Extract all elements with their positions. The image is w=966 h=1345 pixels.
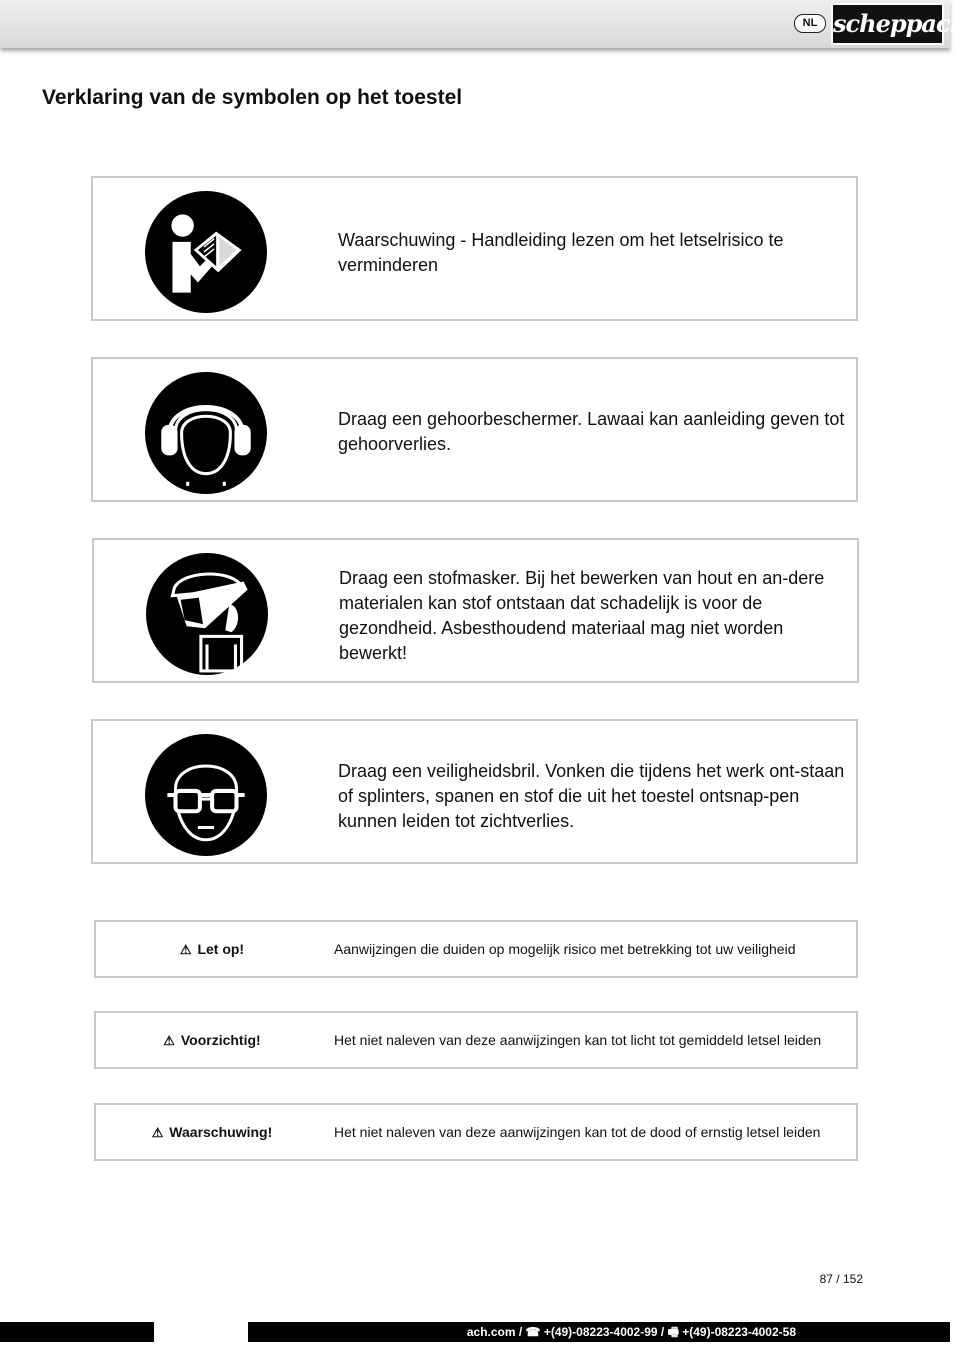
signal-label	[96, 1013, 328, 1067]
signal-label-text: Voorzichtig!	[180, 1032, 261, 1048]
symbol-row-read-manual	[91, 176, 858, 321]
warning-triangle-icon: ⚠	[179, 942, 192, 957]
symbol-text: Draag een gehoorbeschermer. Lawaai kan aanleiding geven tot gehoorverlies.	[338, 409, 845, 454]
symbol-row-safety-glasses	[91, 719, 858, 864]
dust-mask-icon	[146, 553, 268, 675]
warning-triangle-icon: ⚠	[163, 1033, 175, 1048]
signal-description: Het niet naleven van deze aanwijzingen kan tot licht tot gemiddeld letsel leiden	[334, 1032, 822, 1048]
signal-description: Aanwijzingen die duiden op mogelijk risico met betrekking tot uw veiligheid	[334, 941, 796, 957]
language-badge: NL	[794, 14, 826, 33]
signal-label-text: Waarschuwing!	[169, 1124, 273, 1140]
signal-row-waarschuwing	[94, 1103, 858, 1161]
page-title: Verklaring van de symbolen op het toestel	[42, 86, 463, 109]
symbol-row-dust-mask	[92, 538, 859, 683]
ear-protection-icon	[145, 372, 267, 494]
signal-row-let-op	[94, 920, 858, 978]
page-number: 87 / 152	[819, 1272, 863, 1286]
signal-row-voorzichtig	[94, 1011, 858, 1069]
footer-contact: ach.com / ☎ +(49)-08223-4002-99 / 🖷 +(49)-08223-4002-58	[466, 1325, 796, 1339]
read-manual-icon	[145, 191, 267, 313]
signal-label-text: Let op!	[197, 941, 245, 957]
signal-description: Het niet naleven van deze aanwijzingen kan tot de dood of ernstig letsel leiden	[334, 1124, 821, 1140]
safety-glasses-icon	[145, 734, 267, 856]
symbol-text: Draag een stofmasker. Bij het bewerken van hout en an-dere materialen kan stof ontstaan dat schadelijk is voor de gezondheid. Asbesthoudend materiaal mag niet worden bewerkt!	[339, 568, 825, 663]
signal-label	[96, 922, 328, 976]
brand-logo: scheppach	[831, 3, 944, 45]
footer-white-block	[154, 1322, 248, 1342]
symbol-row-ear-protection	[91, 357, 858, 502]
symbol-text: Draag een veiligheidsbril. Vonken die tijdens het werk ont-staan of splinters, spanen en stof die uit het toestel ontsnap-pen kunnen leiden tot zichtverlies.	[338, 761, 845, 831]
symbol-text: Waarschuwing - Handleiding lezen om het letselrisico te verminderen	[338, 230, 784, 275]
signal-label	[96, 1105, 328, 1159]
warning-triangle-icon: ⚠	[151, 1125, 164, 1140]
